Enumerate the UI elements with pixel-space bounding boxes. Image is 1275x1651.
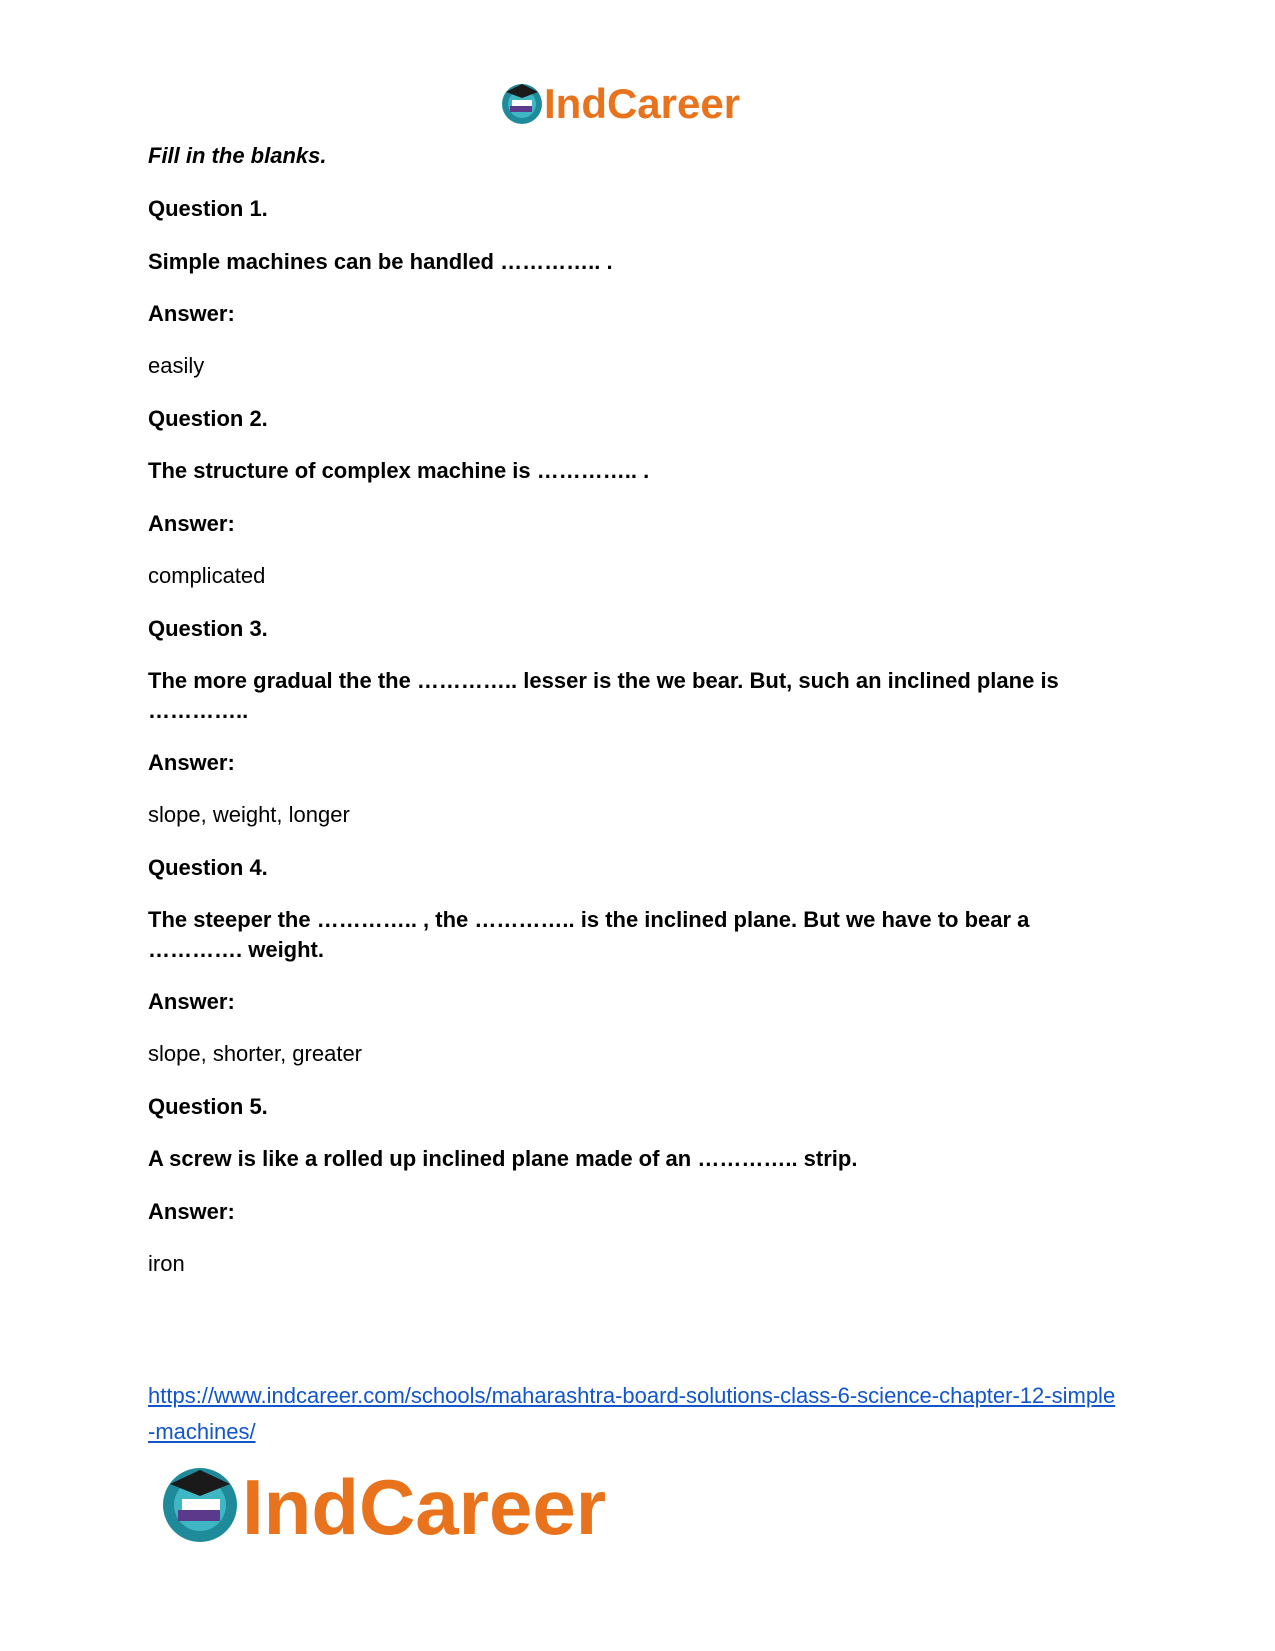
question-label: Question 2. (148, 406, 268, 431)
logo-emblem-icon (502, 84, 542, 124)
question-label: Question 3. (148, 616, 268, 641)
question-label: Question 5. (148, 1094, 268, 1119)
indcareer-logo-top (500, 78, 800, 130)
answer-text: easily (148, 353, 205, 378)
question-text: The structure of complex machine is ………….. . (148, 458, 650, 483)
question-label: Question 1. (148, 196, 268, 221)
question-text: The more gradual the the ………….. lesser is the we bear. But, such an inclined plane is ………….. (148, 668, 1059, 723)
answer-label: Answer: (148, 301, 235, 326)
indcareer-logo-bottom (160, 1460, 700, 1550)
question-label: Question 4. (148, 855, 268, 880)
answer-label: Answer: (148, 1199, 235, 1224)
question-text: A screw is like a rolled up inclined plane made of an ………….. strip. (148, 1146, 858, 1171)
logo-text: IndCareer (544, 80, 741, 127)
question-text: Simple machines can be handled ………….. . (148, 249, 613, 274)
logo-text: IndCareer (242, 1463, 607, 1550)
answer-text: slope, weight, longer (148, 802, 350, 827)
answer-label: Answer: (148, 750, 235, 775)
logo-emblem-icon (163, 1468, 237, 1542)
section-heading: Fill in the blanks. (148, 143, 327, 168)
answer-text: complicated (148, 563, 266, 588)
answer-label: Answer: (148, 511, 235, 536)
question-text: The steeper the ………….. , the ………….. is the inclined plane. But we have to bear a …………. weight. (148, 907, 1030, 962)
answer-text: slope, shorter, greater (148, 1041, 363, 1066)
answer-text: iron (148, 1251, 185, 1276)
answer-label: Answer: (148, 989, 235, 1014)
source-link[interactable]: https://www.indcareer.com/schools/maharashtra-board-solutions-class-6-science-chapter-12-simple-machines/ (148, 1383, 1116, 1444)
